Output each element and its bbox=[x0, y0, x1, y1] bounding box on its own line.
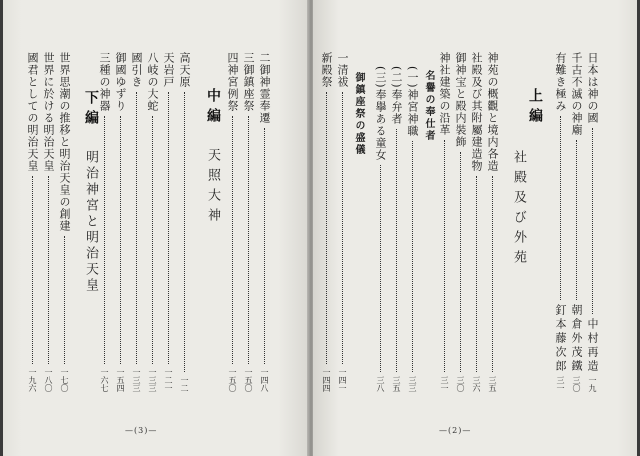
left-page bbox=[3, 0, 309, 456]
page-number: —(2)— bbox=[439, 426, 472, 435]
toc-entry bbox=[453, 52, 467, 392]
part-subtitle: 明治神宮と明治天皇 bbox=[83, 150, 98, 294]
entry-page: 一三三 bbox=[148, 368, 157, 392]
dot-leader bbox=[444, 140, 445, 372]
dot-leader bbox=[492, 176, 493, 372]
dot-leader bbox=[48, 176, 49, 364]
entry-title: 神社建築の沿革 bbox=[438, 52, 451, 136]
dot-leader bbox=[120, 116, 121, 364]
toc-entry bbox=[389, 66, 403, 392]
part-heading: 下編 bbox=[83, 90, 99, 130]
entry-title: 天岩戸 bbox=[162, 52, 175, 88]
entry-title: (二)奉弁者 bbox=[390, 66, 403, 125]
dot-leader bbox=[184, 92, 185, 372]
entry-page: 一五〇 bbox=[228, 368, 237, 392]
entry-title: 三種の神器 bbox=[98, 52, 111, 112]
part-subtitle: 社殿及び外苑 bbox=[511, 150, 526, 270]
toc-entry bbox=[57, 52, 71, 392]
entry-title: 日本は神の國 bbox=[586, 52, 599, 124]
entry-page: 三〇 bbox=[572, 376, 581, 392]
entry-title: 世界に於ける明治天皇 bbox=[42, 52, 55, 172]
entry-page: 一五四 bbox=[116, 368, 125, 392]
dot-leader bbox=[460, 152, 461, 372]
toc-entry bbox=[241, 52, 255, 392]
dot-leader bbox=[32, 176, 33, 364]
part-subtitle: 天照大神 bbox=[205, 148, 220, 228]
section-heading: 名譽の奉仕者 bbox=[423, 70, 434, 142]
entry-title: 一清祓 bbox=[336, 52, 349, 88]
entry-page: 一七〇 bbox=[60, 368, 69, 392]
toc-entry bbox=[335, 52, 349, 392]
entry-author: 中村再造 bbox=[586, 318, 599, 374]
entry-title: 千古不滅の神廟 bbox=[570, 52, 583, 136]
toc-entry bbox=[437, 52, 451, 392]
toc-entry bbox=[485, 52, 499, 392]
entry-page: 一二一 bbox=[164, 368, 173, 392]
dot-leader bbox=[560, 116, 561, 300]
entry-page: 三五 bbox=[392, 376, 401, 392]
dot-leader bbox=[264, 128, 265, 364]
entry-page: 一九 bbox=[588, 376, 597, 392]
entry-title: 國引き bbox=[130, 52, 143, 88]
section-heading: 御鎮座祭の盛儀 bbox=[353, 72, 364, 156]
entry-page: 一八〇 bbox=[44, 368, 53, 392]
toc-entry bbox=[225, 52, 239, 392]
toc-entry bbox=[129, 52, 143, 392]
entry-page: 三六 bbox=[472, 376, 481, 392]
toc-entry bbox=[373, 66, 387, 392]
dot-leader bbox=[104, 116, 105, 364]
dot-leader bbox=[412, 141, 413, 372]
entry-title: (一)神宮神職 bbox=[406, 66, 419, 137]
entry-page: 一二 bbox=[180, 376, 189, 392]
toc-entry bbox=[145, 52, 159, 392]
entry-page: 三五 bbox=[488, 376, 497, 392]
entry-title: 有難き極み bbox=[554, 52, 567, 112]
entry-page: 一四四 bbox=[322, 368, 331, 392]
toc-entry bbox=[553, 52, 567, 392]
toc-entry bbox=[405, 66, 419, 392]
dot-leader bbox=[64, 236, 65, 364]
part-heading: 上編 bbox=[527, 88, 543, 128]
entry-title: 世界思潮の推移と明治天皇の創建 bbox=[58, 52, 71, 232]
entry-page: 一三三 bbox=[132, 368, 141, 392]
dot-leader bbox=[232, 116, 233, 364]
part-heading: 中編 bbox=[205, 88, 221, 128]
entry-title: 神苑の概觀と境内各造 bbox=[486, 52, 499, 172]
dot-leader bbox=[576, 140, 577, 300]
entry-author: 釘本藤次郎 bbox=[554, 304, 567, 374]
entry-title: 四神宮例祭 bbox=[226, 52, 239, 112]
toc-entry bbox=[25, 52, 39, 392]
toc-entry bbox=[585, 52, 599, 392]
entry-page: 一四一 bbox=[338, 368, 347, 392]
entry-title: 新殿祭 bbox=[320, 52, 333, 88]
entry-page: 三八 bbox=[376, 376, 385, 392]
entry-title: 二御神霊奉遷 bbox=[258, 52, 271, 124]
toc-entry bbox=[177, 52, 191, 392]
toc-entry bbox=[113, 52, 127, 392]
dot-leader bbox=[152, 116, 153, 364]
toc-entry bbox=[569, 52, 583, 392]
toc-entry bbox=[257, 52, 271, 392]
entry-page: 一四八 bbox=[260, 368, 269, 392]
page-number: —(3)— bbox=[125, 426, 158, 435]
entry-page: 一六七 bbox=[100, 368, 109, 392]
entry-title: (三)奉擧ある童女 bbox=[374, 66, 387, 161]
entry-title: 社殿及び其附屬建造物 bbox=[470, 52, 483, 172]
entry-title: 八岐の大蛇 bbox=[146, 52, 159, 112]
toc-entry bbox=[41, 52, 55, 392]
entry-page: 一九六 bbox=[28, 368, 37, 392]
entry-author: 朝倉外茂鐵 bbox=[570, 304, 583, 374]
dot-leader bbox=[342, 92, 343, 364]
dot-leader bbox=[396, 129, 397, 372]
dot-leader bbox=[168, 92, 169, 364]
entry-page: 三一 bbox=[440, 376, 449, 392]
dot-leader bbox=[136, 92, 137, 364]
dot-leader bbox=[476, 176, 477, 372]
right-page bbox=[313, 0, 637, 456]
entry-page: 一五〇 bbox=[244, 368, 253, 392]
dot-leader bbox=[592, 128, 593, 314]
entry-title: 御神宝と殿内裝飾 bbox=[454, 52, 467, 148]
entry-page: 三〇 bbox=[456, 376, 465, 392]
dot-leader bbox=[326, 92, 327, 364]
entry-title: 三御鎮座祭 bbox=[242, 52, 255, 112]
entry-title: 御國ゆずり bbox=[114, 52, 127, 112]
toc-entry bbox=[161, 52, 175, 392]
entry-title: 國君としての明治天皇 bbox=[26, 52, 39, 172]
dot-leader bbox=[248, 116, 249, 364]
entry-title: 高天原 bbox=[178, 52, 191, 88]
dot-leader bbox=[380, 165, 381, 372]
toc-entry bbox=[469, 52, 483, 392]
entry-page: 三三 bbox=[408, 376, 417, 392]
toc-entry bbox=[319, 52, 333, 392]
entry-page: 三一 bbox=[556, 376, 565, 392]
